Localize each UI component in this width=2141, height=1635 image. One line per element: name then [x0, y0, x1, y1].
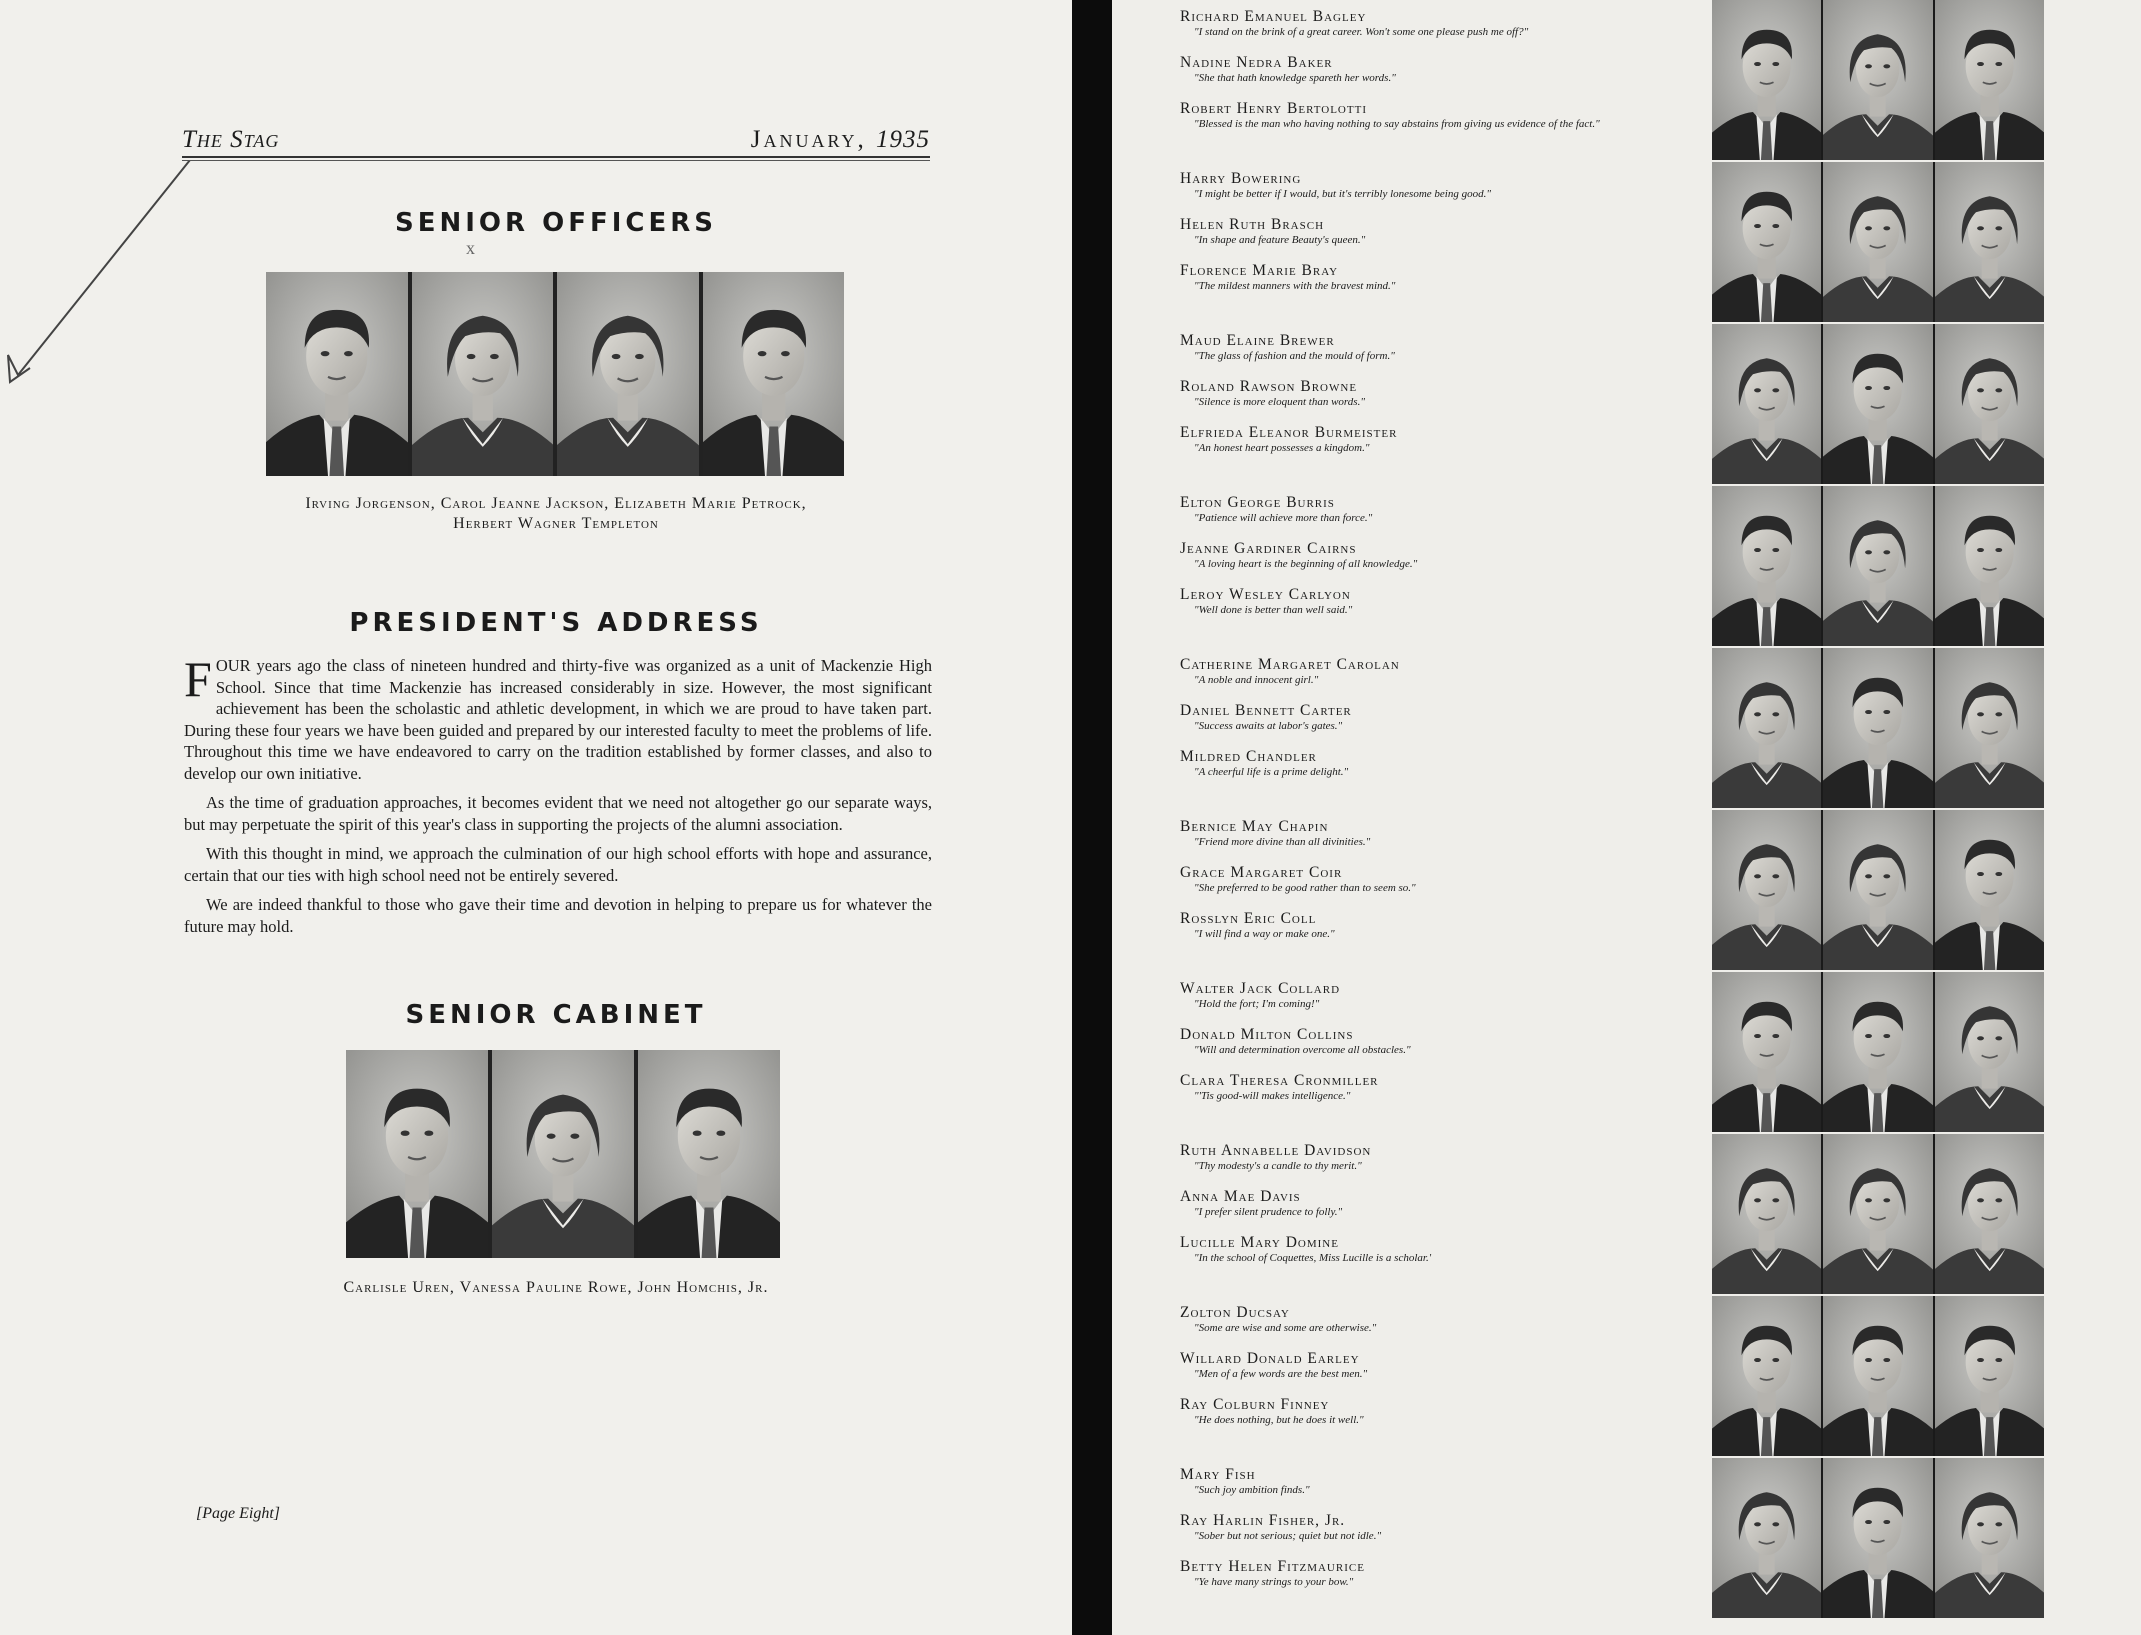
student-name: Mary Fish [1180, 1466, 1256, 1483]
student-entry [1180, 8, 1740, 39]
student-entry [1180, 1558, 1740, 1589]
page-number: [Page Eight] [196, 1505, 280, 1522]
issue-date: January, 1935 [750, 126, 930, 153]
student-quote: "Thy modesty's a candle to thy merit." [1194, 1160, 1362, 1172]
student-name: Walter Jack Collard [1180, 980, 1341, 997]
caption-line: Herbert Wagner Templeton [453, 515, 659, 532]
portrait-photo [1712, 486, 1821, 646]
student-entry [1180, 100, 1740, 131]
student-entry [1180, 1304, 1740, 1335]
portrait-row [1712, 648, 2044, 808]
portrait-photo [346, 1050, 488, 1258]
portrait-photo [1935, 324, 2044, 484]
portrait-photo [1935, 810, 2044, 970]
student-entry [1180, 262, 1740, 293]
student-quote: "Silence is more eloquent than words." [1194, 396, 1365, 408]
portrait-photo [1712, 972, 1821, 1132]
student-entry [1180, 1466, 1740, 1497]
pencil-x-mark: x [466, 238, 475, 258]
student-entry [1180, 216, 1740, 247]
portrait-photo [1712, 1134, 1821, 1294]
portrait-row [1712, 972, 2044, 1132]
portrait-photo [1935, 162, 2044, 322]
student-quote: "In the school of Coquettes, Miss Lucille is a scholar.' [1194, 1252, 1432, 1264]
student-name: Zolton Ducsay [1180, 1304, 1290, 1321]
portrait-photo [1712, 324, 1821, 484]
student-entry [1180, 1142, 1740, 1173]
student-entry [1180, 656, 1740, 687]
student-entry [1180, 818, 1740, 849]
senior-officers-heading: SENIOR OFFICERS [395, 208, 717, 238]
student-quote: "He does nothing, but he does it well." [1194, 1414, 1364, 1426]
student-entry [1180, 1350, 1740, 1381]
portrait-row [1712, 810, 2044, 970]
student-quote: "A loving heart is the beginning of all knowledge." [1194, 558, 1418, 570]
portrait-photo [1712, 162, 1821, 322]
portrait-row [1712, 0, 2044, 160]
senior-cabinet-caption: Carlisle Uren, Vanessa Pauline Rowe, John Homchis, Jr. [343, 1279, 769, 1296]
student-name: Ruth Annabelle Davidson [1180, 1142, 1372, 1159]
student-entry [1180, 1512, 1740, 1543]
student-quote: "'Tis good-will makes intelligence." [1194, 1090, 1351, 1102]
student-entry [1180, 378, 1740, 409]
student-quote: "I might be better if I would, but it's terribly lonesome being good." [1194, 188, 1491, 200]
address-paragraph: With this thought in mind, we approach the culmination of our high school efforts with hope and assurance, certain that our ties with high school need not be entirely severed. [184, 844, 932, 885]
header-rule-thin [182, 160, 930, 161]
student-entry [1180, 424, 1740, 455]
student-name: Rosslyn Eric Coll [1180, 910, 1317, 927]
student-quote: "Some are wise and some are otherwise." [1194, 1322, 1377, 1334]
student-name: Elfrieda Eleanor Burmeister [1180, 424, 1398, 441]
student-entry [1180, 586, 1740, 617]
student-quote: "The mildest manners with the bravest mind." [1194, 280, 1396, 292]
pencil-check-mark [0, 160, 200, 390]
student-name: Bernice May Chapin [1180, 818, 1329, 835]
address-paragraph: As the time of graduation approaches, it becomes evident that we need not altogether go our separate ways, but may perpetuate the spirit of this year's class in supporting the projects of the alumni association. [184, 793, 932, 834]
student-quote: "A cheerful life is a prime delight." [1194, 766, 1349, 778]
student-entry [1180, 702, 1740, 733]
student-entry [1180, 1072, 1740, 1103]
portrait-photo [492, 1050, 634, 1258]
portrait-photo [1935, 1134, 2044, 1294]
portrait-photo [1823, 1458, 1932, 1618]
caption-line: Irving Jorgenson, Carol Jeanne Jackson, Elizabeth Marie Petrock, [305, 495, 807, 512]
student-entry [1180, 1234, 1740, 1265]
student-name: Donald Milton Collins [1180, 1026, 1354, 1043]
portrait-photo [1823, 0, 1932, 160]
student-name: Daniel Bennett Carter [1180, 702, 1352, 719]
student-quote: "She that hath knowledge spareth her words." [1194, 72, 1396, 84]
student-name: Anna Mae Davis [1180, 1188, 1301, 1205]
student-entry [1180, 170, 1740, 201]
portrait-photo [1712, 648, 1821, 808]
student-quote: "Well done is better than well said." [1194, 604, 1353, 616]
portrait-photo [1823, 972, 1932, 1132]
portrait-photo [1823, 1296, 1932, 1456]
address-paragraph: We are indeed thankful to those who gave their time and devotion in helping to prepare us for whatever the future may hold. [184, 895, 932, 936]
student-name: Lucille Mary Domine [1180, 1234, 1339, 1251]
student-entry [1180, 864, 1740, 895]
portrait-row [1712, 324, 2044, 484]
student-quote: "Success awaits at labor's gates." [1194, 720, 1343, 732]
student-name: Roland Rawson Browne [1180, 378, 1358, 395]
student-name: Jeanne Gardiner Cairns [1180, 540, 1357, 557]
header-rule [182, 156, 930, 158]
portrait-photo [1935, 972, 2044, 1132]
student-quote: "I will find a way or make one." [1194, 928, 1335, 940]
drop-cap: F [184, 651, 212, 707]
portrait-photo [1823, 810, 1932, 970]
student-quote: "Such joy ambition finds." [1194, 1484, 1310, 1496]
student-entry [1180, 1396, 1740, 1427]
portrait-row [1712, 1134, 2044, 1294]
portrait-row [1712, 162, 2044, 322]
student-name: Ray Harlin Fisher, Jr. [1180, 1512, 1346, 1529]
portrait-photo [1712, 0, 1821, 160]
portrait-photo [1712, 810, 1821, 970]
portrait-photo [1935, 1296, 2044, 1456]
portrait-photo [1823, 648, 1932, 808]
student-quote: "She preferred to be good rather than to seem so." [1194, 882, 1416, 894]
senior-name-list [1180, 0, 1760, 1635]
portrait-row [1712, 486, 2044, 646]
senior-officers-caption [182, 494, 930, 534]
student-entry [1180, 1188, 1740, 1219]
address-paragraph: FOUR years ago the class of nineteen hundred and thirty-five was organized as a unit of Mackenzie High School. Since that time Mackenzie has increased considerably in size. However, the most significant achievement has been the scholastic and athletic development, in which we are proud to have taken part. During these four years we have been guided and prepared by our interested faculty to meet the problems of life. Throughout this time we have endeavored to carry on the tradition established by former classes, and also to develop our own initiative. [184, 651, 932, 783]
student-entry [1180, 540, 1740, 571]
student-name: Ray Colburn Finney [1180, 1396, 1330, 1413]
running-header [182, 124, 930, 160]
portrait-photo [1712, 1458, 1821, 1618]
senior-portrait-grid [1712, 0, 2044, 1635]
student-quote: "Hold the fort; I'm coming!" [1194, 998, 1320, 1010]
portrait-row [1712, 1296, 2044, 1456]
student-quote: "Patience will achieve more than force." [1194, 512, 1373, 524]
portrait-photo [1935, 0, 2044, 160]
portrait-photo [1935, 486, 2044, 646]
portrait-photo [266, 272, 408, 476]
student-name: Helen Ruth Brasch [1180, 216, 1325, 233]
student-quote: "Friend more divine than all divinities." [1194, 836, 1371, 848]
student-quote: "An honest heart possesses a kingdom." [1194, 442, 1370, 454]
student-quote: "Men of a few words are the best men." [1194, 1368, 1368, 1380]
portrait-row [1712, 1458, 2044, 1618]
portrait-photo [1712, 1296, 1821, 1456]
student-name: Betty Helen Fitzmaurice [1180, 1558, 1365, 1575]
student-name: Elton George Burris [1180, 494, 1335, 511]
student-name: Grace Margaret Coir [1180, 864, 1343, 881]
portrait-photo [638, 1050, 780, 1258]
senior-cabinet-photos [346, 1050, 780, 1258]
student-quote: "Blessed is the man who having nothing to say abstains from giving us evidence of the fact." [1194, 118, 1600, 130]
student-quote: "In shape and feature Beauty's queen." [1194, 234, 1366, 246]
student-name: Maud Elaine Brewer [1180, 332, 1335, 349]
portrait-photo [1823, 1134, 1932, 1294]
student-name: Catherine Margaret Carolan [1180, 656, 1400, 673]
student-name: Richard Emanuel Bagley [1180, 8, 1367, 25]
senior-officers-photos [266, 272, 844, 476]
portrait-photo [1823, 162, 1932, 322]
student-quote: "I prefer silent prudence to folly." [1194, 1206, 1343, 1218]
student-name: Florence Marie Bray [1180, 262, 1339, 279]
portrait-photo [1935, 1458, 2044, 1618]
student-entry [1180, 332, 1740, 363]
student-entry [1180, 494, 1740, 525]
student-name: Robert Henry Bertolotti [1180, 100, 1367, 117]
student-entry [1180, 748, 1740, 779]
right-page [1112, 0, 2141, 1635]
student-entry [1180, 980, 1740, 1011]
student-quote: "A noble and innocent girl." [1194, 674, 1319, 686]
student-entry [1180, 1026, 1740, 1057]
student-quote: "I stand on the brink of a great career. Won't some one please push me off?" [1194, 26, 1529, 38]
presidents-address-body [184, 651, 932, 945]
student-name: Harry Bowering [1180, 170, 1302, 187]
student-quote: "Will and determination overcome all obstacles." [1194, 1044, 1411, 1056]
student-name: Leroy Wesley Carlyon [1180, 586, 1351, 603]
student-quote: "The glass of fashion and the mould of form." [1194, 350, 1395, 362]
portrait-photo [703, 272, 845, 476]
student-name: Willard Donald Earley [1180, 1350, 1360, 1367]
portrait-photo [1823, 486, 1932, 646]
portrait-photo [1935, 648, 2044, 808]
student-name: Mildred Chandler [1180, 748, 1317, 765]
student-name: Clara Theresa Cronmiller [1180, 1072, 1379, 1089]
publication-title: The Stag [182, 126, 280, 153]
student-name: Nadine Nedra Baker [1180, 54, 1333, 71]
portrait-photo [1823, 324, 1932, 484]
student-entry [1180, 910, 1740, 941]
portrait-photo [412, 272, 554, 476]
student-quote: "Ye have many strings to your bow." [1194, 1576, 1354, 1588]
student-entry [1180, 54, 1740, 85]
senior-cabinet-heading: SENIOR CABINET [405, 1000, 707, 1030]
presidents-address-heading: PRESIDENT'S ADDRESS [349, 608, 763, 638]
student-quote: "Sober but not serious; quiet but not idle." [1194, 1530, 1382, 1542]
portrait-photo [557, 272, 699, 476]
